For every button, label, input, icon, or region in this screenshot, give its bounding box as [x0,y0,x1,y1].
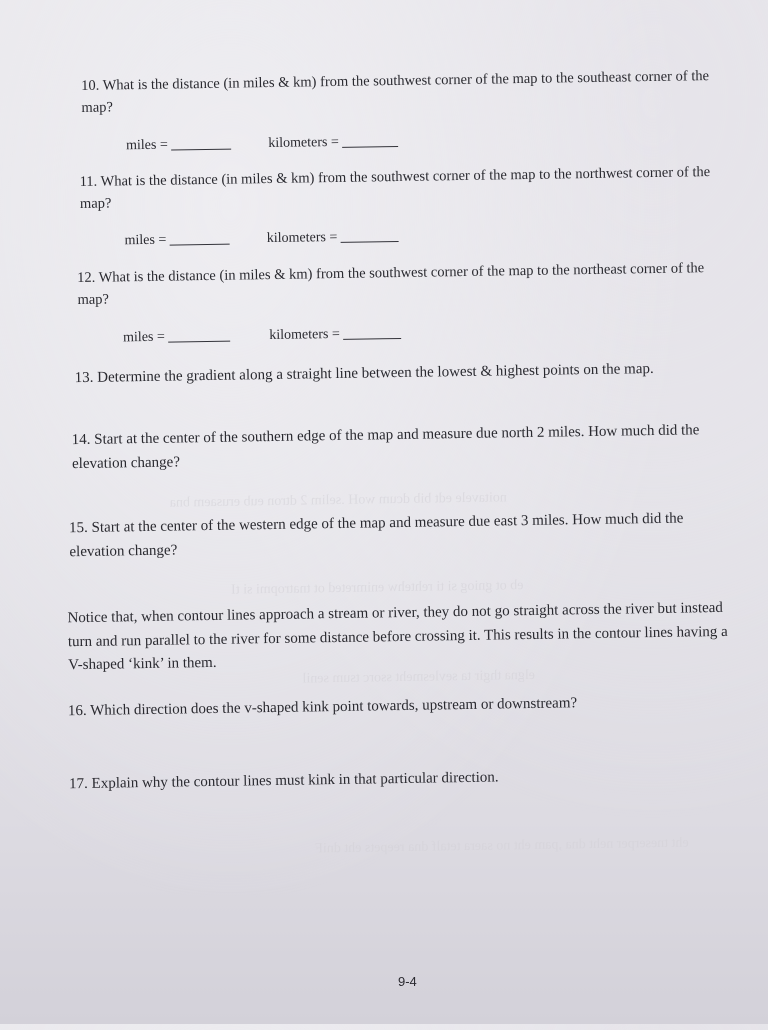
contour-notice-paragraph: Notice that, when contour lines approach a stream or river, they do not go straight across the river but instead turn and run parallel to the river for some distance before crossing it. This results in the contour lines having a V-shaped ‘kink’ in them. [67,599,728,674]
miles-label: miles = [124,232,167,249]
question-17: 17. Explain why the contour lines must kink in that particular direction. [68,769,499,793]
answer-row-11 [124,229,398,249]
answer-row-10 [126,134,398,154]
kilometers-label: kilometers = [269,326,340,344]
kilometers-label: kilometers = [268,134,339,152]
kilometers-answer-blank[interactable] [343,338,401,340]
kilometers-label: kilometers = [266,229,338,247]
question-15: 15. Start at the center of the western edge of the map and measure due east 3 miles. How much did the elevation change? [68,510,684,560]
miles-answer-blank[interactable] [171,149,231,151]
kilometers-answer-blank[interactable] [342,146,398,148]
bleed-through-text: eht tneserper neht dna ,pam eht no saera tetalf dna reepets eht dniF [315,835,689,857]
page-number: 9-4 [398,974,417,989]
answer-row-12 [123,326,401,346]
question-16: 16. Which direction does the v-shaped kink point towards, upstream or downstream? [67,695,578,720]
question-12: 12. What is the distance (in miles & km) from the southwest corner of the map to the northeast corner of the map? [77,260,705,309]
bleed-through-text: eb ot gniog si ti rehtehw enimreted ot tnatropmi si tI [230,578,524,598]
question-11: 11. What is the distance (in miles & km) from the southwest corner of the map to the northwest corner of the map? [79,164,711,212]
question-14: 14. Start at the center of the southern edge of the map and measure due north 2 miles. How much did the elevation change? [71,422,700,472]
bleed-through-text: noitavele edt bib dcum woH .selim 2 dtron eub erusaem bna [169,490,507,511]
question-13: 13. Determine the gradient along a straight line between the lowest & highest points on the map. [74,360,654,387]
miles-answer-blank[interactable] [168,341,230,343]
miles-label: miles = [125,137,168,154]
miles-label: miles = [122,329,165,346]
kilometers-answer-blank[interactable] [340,241,398,243]
question-10: 10. What is the distance (in miles & km) from the southwest corner of the map to the southeast corner of the map? [81,68,710,116]
miles-answer-blank[interactable] [169,244,229,246]
bleed-through-text: elgna thgir ta sevlesmeht ssorc tsum senil [302,667,536,687]
